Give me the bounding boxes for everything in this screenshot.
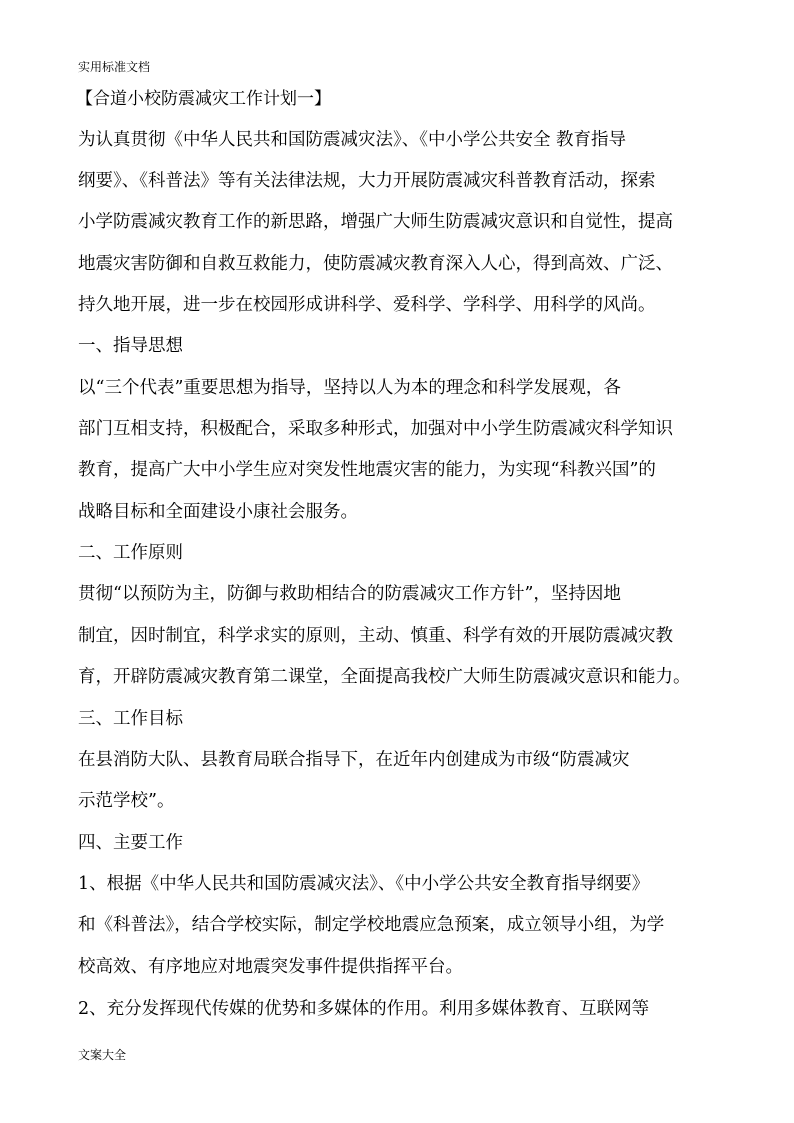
section-heading: 三、工作目标	[78, 709, 183, 729]
section-heading: 四、主要工作	[78, 833, 183, 853]
body-line: 教育，提高广大中小学生应对突发性地震灾害的能力，为实现“科教兴国”的	[78, 460, 656, 480]
body-line: 和《科普法》，结合学校实际，制定学校地震应急预案，成立领导小组，为学	[78, 915, 665, 935]
body-line: 战略目标和全面建设小康社会服务。	[78, 502, 358, 522]
body-line: 小学防震减灾教育工作的新思路，增强广大师生防震减灾意识和自觉性，提高	[78, 212, 673, 232]
body-line: 2、充分发挥现代传媒的优势和多媒体的作用。利用多媒体教育、互联网等	[78, 999, 650, 1019]
page-header-label: 实用标准文档	[78, 60, 151, 74]
body-line: 以“三个代表”重要思想为指导，坚持以人为本的理念和科学发展观，各	[78, 378, 621, 398]
body-line: 地震灾害防御和自救互救能力，使防震减灾教育深入人心，得到高效、广泛、	[78, 254, 673, 274]
body-line: 贯彻“以预防为主，防御与救助相结合的防震减灾工作方针”，坚持因地	[78, 584, 621, 604]
page-footer-label: 文案大全	[78, 1048, 127, 1062]
document-title: 【合道小校防震减灾工作计划一】	[76, 89, 331, 109]
body-line: 1、根据《中华人民共和国防震减灾法》、《中小学公共安全教育指导纲要》	[78, 874, 650, 894]
body-line: 纲要》、《科普法》等有关法律法规，大力开展防震减灾科普教育活动，探索	[78, 171, 656, 191]
body-line: 持久地开展，进一步在校园形成讲科学、爱科学、学科学、用科学的风尚。	[78, 295, 656, 315]
body-line: 示范学校”。	[78, 791, 175, 811]
body-line: 校高效、有序地应对地震突发事件提供指挥平台。	[78, 957, 463, 977]
body-line: 在县消防大队、县教育局联合指导下，在近年内创建成为市级“防震减灾	[78, 750, 630, 770]
section-heading: 二、工作原则	[78, 543, 183, 563]
body-line: 部门互相支持，积极配合，采取多种形式，加强对中小学生防震减灾科学知识	[78, 419, 673, 439]
body-line: 为认真贯彻《中华人民共和国防震减灾法》、《中小学公共安全 教育指导	[78, 130, 627, 150]
body-line: 制宜，因时制宜，科学求实的原则，主动、慎重、科学有效的开展防震减灾教	[78, 626, 673, 646]
body-line: 育，开辟防震减灾教育第二课堂，全面提高我校广大师生防震减灾意识和能力。	[78, 667, 691, 687]
section-heading: 一、指导思想	[78, 336, 183, 356]
